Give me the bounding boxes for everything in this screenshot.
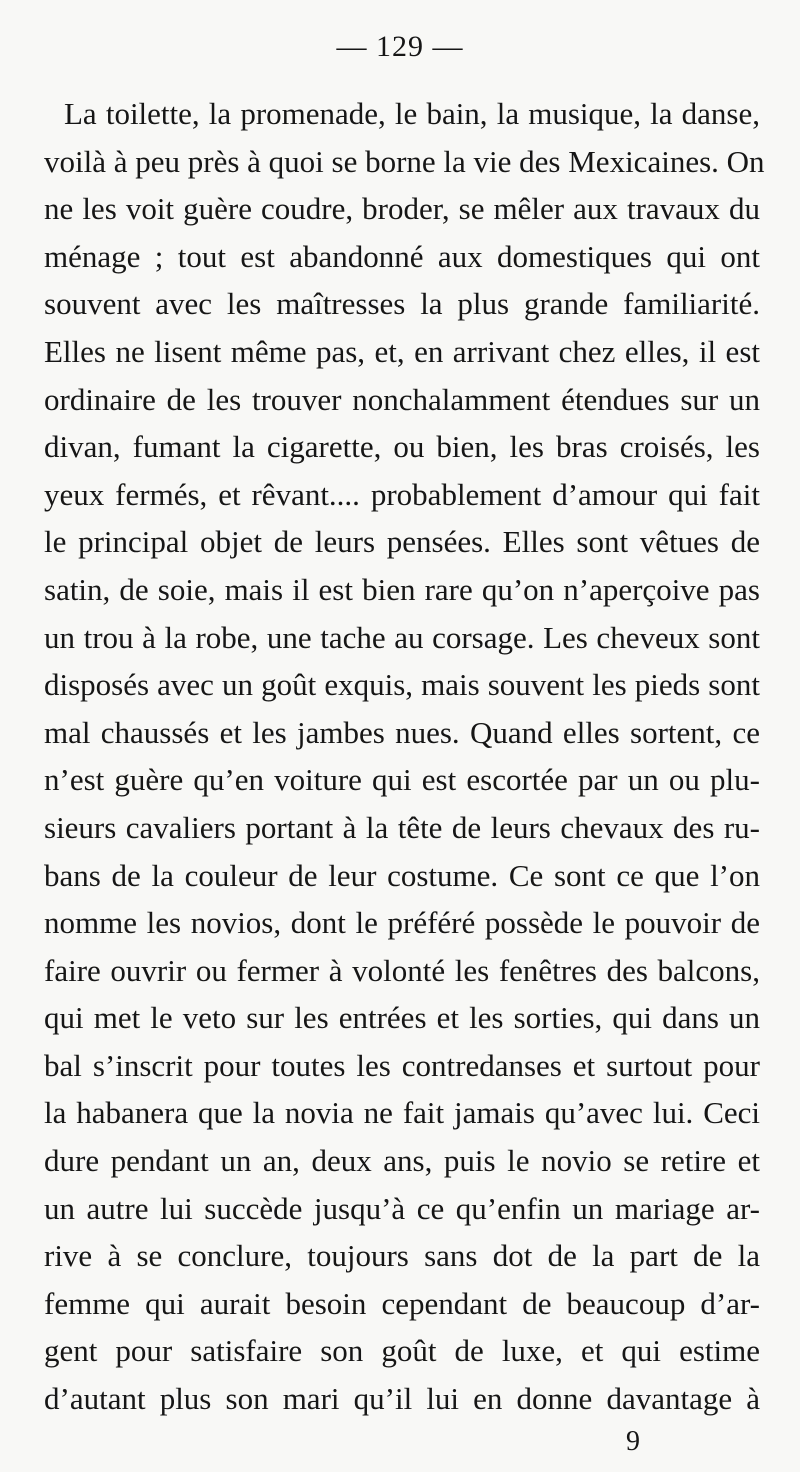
signature-mark: 9 (626, 1426, 640, 1457)
text-line: le principal objet de leurs pensées. Elles sont vêtues de (44, 524, 760, 560)
text-line: yeux fermés, et rêvant.... probablement d’amour qui fait (44, 476, 760, 512)
text-line: bans de la couleur de leur costume. Ce sont ce que l’on (44, 857, 760, 893)
text-line: un trou à la robe, une tache au corsage. Les cheveux sont (44, 619, 760, 655)
text-line: sieurs cavaliers portant à la tête de leurs chevaux des ru- (44, 809, 760, 845)
text-line: mal chaussés et les jambes nues. Quand elles sortent, ce (44, 714, 760, 750)
text-line: femme qui aurait besoin cependant de beaucoup d’ar- (44, 1285, 760, 1321)
text-line: n’est guère qu’en voiture qui est escortée par un ou plu- (44, 762, 760, 798)
text-line: ne les voit guère coudre, broder, se mêler aux travaux du (44, 191, 760, 227)
page-number: — 129 — (336, 30, 464, 63)
text-line: voilà à peu près à quoi se borne la vie des Mexicaines. On (44, 143, 765, 179)
text-line: dure pendant un an, deux ans, puis le novio se retire et (44, 1143, 760, 1179)
text-line: un autre lui succède jusqu’à ce qu’enfin un mariage ar- (44, 1190, 760, 1226)
text-line: ménage ; tout est abandonné aux domestiques qui ont (44, 238, 760, 274)
text-line: nomme les novios, dont le préféré possède le pouvoir de (44, 905, 760, 941)
text-line: rive à se conclure, toujours sans dot de la part de la (44, 1238, 760, 1274)
text-line: la habanera que la novia ne fait jamais qu’avec lui. Ceci (44, 1095, 760, 1131)
text-line: qui met le veto sur les entrées et les sorties, qui dans un (44, 1000, 760, 1036)
text-line: ordinaire de les trouver nonchalamment étendues sur un (44, 381, 760, 417)
text-line: disposés avec un goût exquis, mais souvent les pieds sont (44, 667, 760, 703)
page-body-text (44, 90, 765, 1423)
text-line: faire ouvrir ou fermer à volonté les fenêtres des balcons, (44, 952, 760, 988)
text-line: satin, de soie, mais il est bien rare qu’on n’aperçoive pas (44, 571, 760, 607)
text-line: d’autant plus son mari qu’il lui en donne davantage à (44, 1381, 760, 1417)
text-line: bal s’inscrit pour toutes les contredanses et surtout pour (44, 1047, 760, 1083)
text-line: Elles ne lisent même pas, et, en arrivant chez elles, il est (44, 333, 760, 369)
text-line: gent pour satisfaire son goût de luxe, et qui estime (44, 1333, 760, 1369)
text-line: souvent avec les maîtresses la plus grande familiarité. (44, 286, 760, 322)
text-line: divan, fumant la cigarette, ou bien, les bras croisés, les (44, 429, 760, 465)
text-line: La toilette, la promenade, le bain, la musique, la danse, (64, 96, 760, 131)
